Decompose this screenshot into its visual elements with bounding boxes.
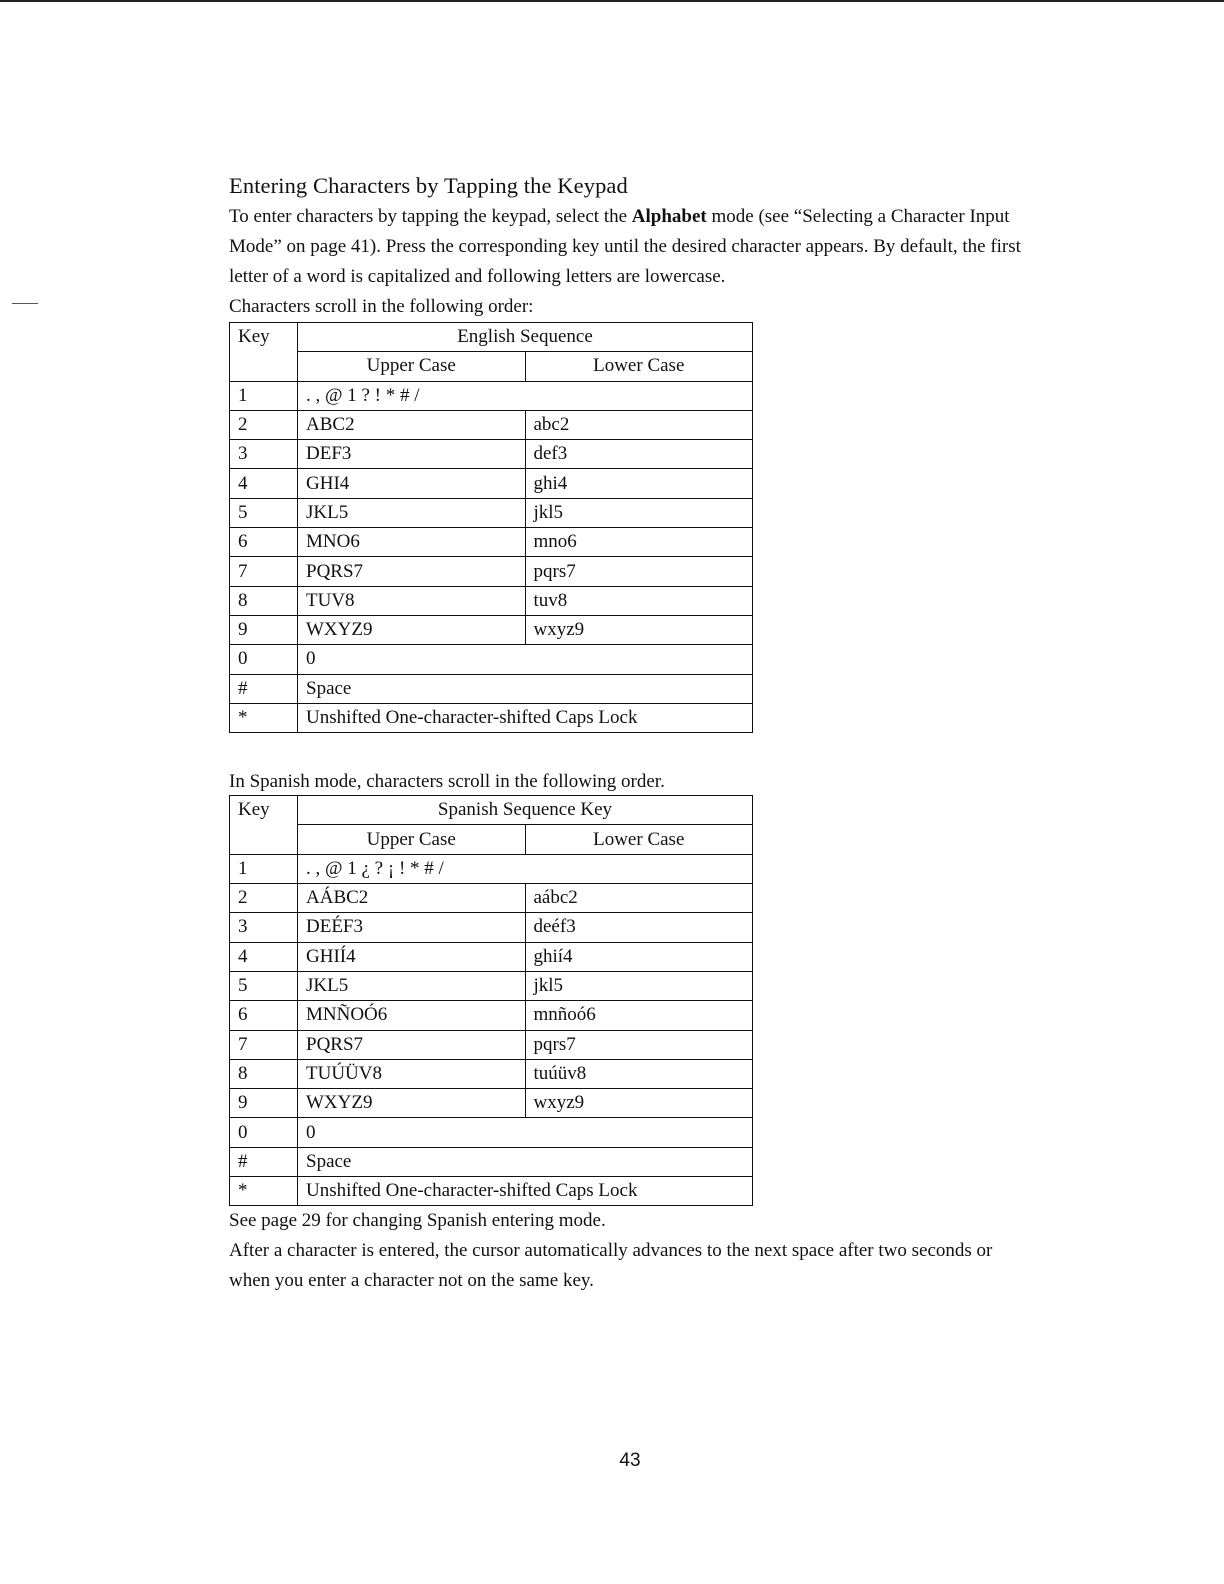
top-rule <box>0 0 1224 2</box>
key-cell: 6 <box>230 528 298 557</box>
lower-case-cell: wxyz9 <box>525 615 753 644</box>
sequence-cell: . , @ 1 ? ! * # / <box>298 381 753 410</box>
upper-case-cell: MNÑOÓ6 <box>298 1001 526 1030</box>
upper-case-cell: JKL5 <box>298 971 526 1000</box>
upper-case-cell: ABC2 <box>298 410 526 439</box>
key-cell: 6 <box>230 1001 298 1030</box>
upper-case-cell: TUV8 <box>298 586 526 615</box>
table-subheader-row <box>230 352 753 381</box>
lower-case-cell: pqrs7 <box>525 1030 753 1059</box>
lower-case-cell: abc2 <box>525 410 753 439</box>
english-sequence-table <box>229 322 753 733</box>
table-header-row <box>230 796 753 825</box>
table-row <box>230 1118 753 1147</box>
lower-case-cell: mnñoó6 <box>525 1001 753 1030</box>
table-row <box>230 1059 753 1088</box>
key-cell: 5 <box>230 971 298 1000</box>
upper-case-cell: DEÉF3 <box>298 913 526 942</box>
table-row <box>230 381 753 410</box>
key-cell: 3 <box>230 440 298 469</box>
key-cell: 2 <box>230 884 298 913</box>
intro-text-start: To enter characters by tapping the keypad, select the <box>229 206 632 227</box>
upper-case-cell: DEF3 <box>298 440 526 469</box>
sequence-cell: 0 <box>298 1118 753 1147</box>
key-cell: 5 <box>230 498 298 527</box>
key-cell: 0 <box>230 1118 298 1147</box>
lower-case-cell: tuúüv8 <box>525 1059 753 1088</box>
lower-case-cell: def3 <box>525 440 753 469</box>
table-row <box>230 615 753 644</box>
sequence-cell: Space <box>298 674 753 703</box>
lower-case-cell: ghií4 <box>525 942 753 971</box>
table-row <box>230 528 753 557</box>
lower-case-cell: aábc2 <box>525 884 753 913</box>
english-sequence-header: English Sequence <box>298 323 753 352</box>
table-row <box>230 586 753 615</box>
alphabet-mode-label: Alphabet <box>631 206 707 227</box>
table-row <box>230 440 753 469</box>
spacer <box>229 733 1049 769</box>
lower-case-cell: ghi4 <box>525 469 753 498</box>
table-row <box>230 703 753 732</box>
table-row <box>230 1030 753 1059</box>
key-cell: 1 <box>230 381 298 410</box>
lower-case-cell: jkl5 <box>525 971 753 1000</box>
intro-text-end: mode (see “Selecting a Character Input Mode” on page 41). Press the corresponding key until the desired character appears. By default, the first letter of a word is capitalized and following letters are lowercase. <box>229 206 1021 287</box>
section-title: Entering Characters by Tapping the Keypad <box>229 173 628 198</box>
lower-case-cell: pqrs7 <box>525 557 753 586</box>
lower-case-cell: jkl5 <box>525 498 753 527</box>
table-row <box>230 410 753 439</box>
upper-case-cell: PQRS7 <box>298 1030 526 1059</box>
upper-case-header: Upper Case <box>298 352 526 381</box>
spanish-mode-note: See page 29 for changing Spanish entering mode. <box>229 1210 606 1232</box>
table-row <box>230 884 753 913</box>
key-cell: 7 <box>230 1030 298 1059</box>
table-row <box>230 1147 753 1176</box>
spanish-sequence-header: Spanish Sequence Key <box>298 796 753 825</box>
table-row <box>230 557 753 586</box>
page-content <box>229 170 1049 1296</box>
key-cell: 8 <box>230 586 298 615</box>
table-row <box>230 854 753 883</box>
upper-case-cell: GHI4 <box>298 469 526 498</box>
upper-case-cell: PQRS7 <box>298 557 526 586</box>
table-row <box>230 674 753 703</box>
spanish-intro: In Spanish mode, characters scroll in the following order. <box>229 771 665 793</box>
page-number: 43 <box>619 1450 641 1471</box>
table-row <box>230 971 753 1000</box>
key-cell: * <box>230 703 298 732</box>
margin-mark <box>12 303 38 304</box>
sequence-cell: Space <box>298 1147 753 1176</box>
key-cell: 2 <box>230 410 298 439</box>
table-row <box>230 469 753 498</box>
upper-case-cell: WXYZ9 <box>298 615 526 644</box>
table-subheader-row <box>230 825 753 854</box>
key-cell: 4 <box>230 469 298 498</box>
lower-case-cell: wxyz9 <box>525 1089 753 1118</box>
intro-paragraph <box>229 202 1049 292</box>
sequence-cell: Unshifted One-character-shifted Caps Lock <box>298 1177 753 1206</box>
spanish-sequence-table <box>229 795 753 1206</box>
cursor-advance-note: After a character is entered, the cursor automatically advances to the next space after two seconds or when you enter a character not on the same key. <box>229 1240 993 1292</box>
table-row <box>230 913 753 942</box>
lower-case-cell: tuv8 <box>525 586 753 615</box>
lower-case-header: Lower Case <box>525 825 753 854</box>
upper-case-cell: GHIÍ4 <box>298 942 526 971</box>
lower-case-cell: mno6 <box>525 528 753 557</box>
upper-case-cell: MNO6 <box>298 528 526 557</box>
key-cell: 3 <box>230 913 298 942</box>
key-header: Key <box>230 323 298 382</box>
key-cell: 4 <box>230 942 298 971</box>
upper-case-cell: AÁBC2 <box>298 884 526 913</box>
key-cell: 1 <box>230 854 298 883</box>
key-cell: # <box>230 1147 298 1176</box>
key-cell: * <box>230 1177 298 1206</box>
table-row <box>230 942 753 971</box>
upper-case-cell: WXYZ9 <box>298 1089 526 1118</box>
table-row <box>230 645 753 674</box>
sequence-cell: Unshifted One-character-shifted Caps Lock <box>298 703 753 732</box>
lower-case-header: Lower Case <box>525 352 753 381</box>
key-cell: # <box>230 674 298 703</box>
scroll-order-line: Characters scroll in the following order: <box>229 296 534 317</box>
table-header-row <box>230 323 753 352</box>
table-row <box>230 1001 753 1030</box>
table-row <box>230 498 753 527</box>
lower-case-cell: deéf3 <box>525 913 753 942</box>
upper-case-cell: TUÚÜV8 <box>298 1059 526 1088</box>
key-cell: 9 <box>230 1089 298 1118</box>
upper-case-header: Upper Case <box>298 825 526 854</box>
key-cell: 7 <box>230 557 298 586</box>
key-cell: 9 <box>230 615 298 644</box>
key-cell: 8 <box>230 1059 298 1088</box>
key-header: Key <box>230 796 298 855</box>
key-cell: 0 <box>230 645 298 674</box>
sequence-cell: . , @ 1 ¿ ? ¡ ! * # / <box>298 854 753 883</box>
sequence-cell: 0 <box>298 645 753 674</box>
upper-case-cell: JKL5 <box>298 498 526 527</box>
table-row <box>230 1089 753 1118</box>
table-row <box>230 1177 753 1206</box>
